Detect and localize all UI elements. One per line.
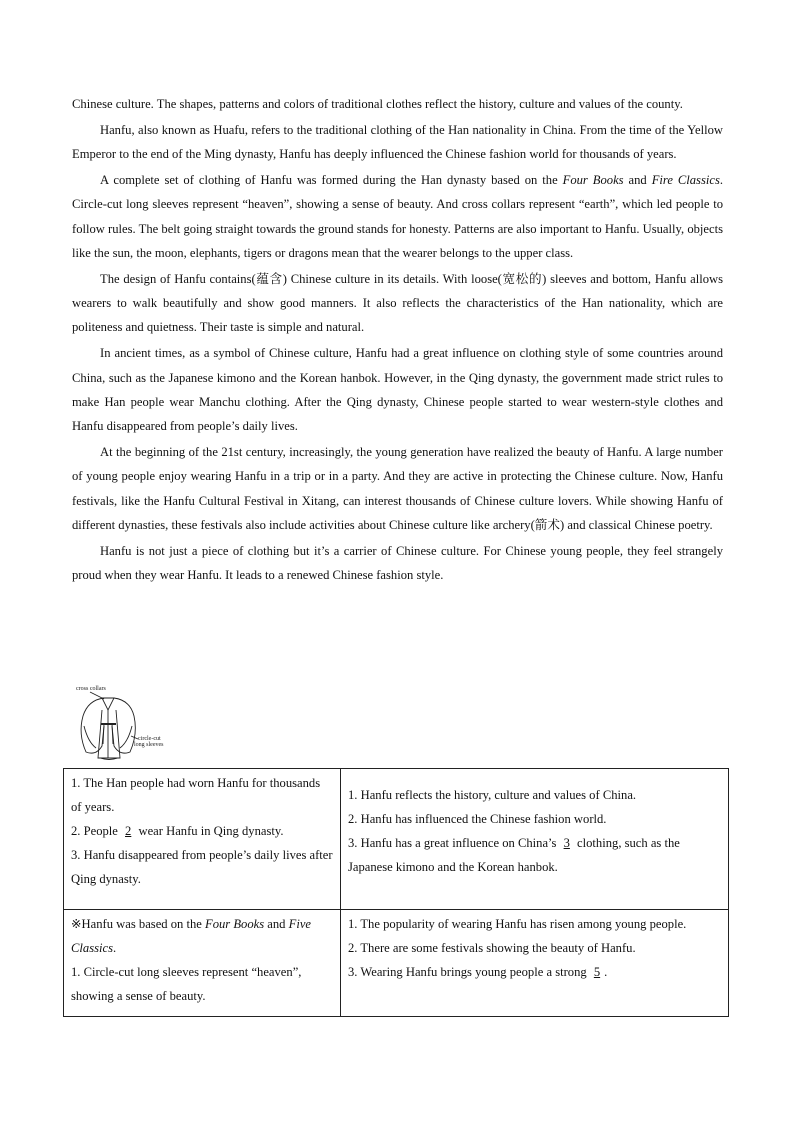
list-item: 3. Hanfu disappeared from people’s daily lives after Qing dynasty. [71, 848, 333, 886]
paragraph-intro-tail: Chinese culture. The shapes, patterns and colors of traditional clothes reflect the history, culture and values of the county. [72, 97, 683, 111]
list-item-text: clothing, such as the Japanese kimono and the Korean hanbok. [348, 836, 680, 874]
book-title-four-books: Four Books [205, 917, 265, 931]
paragraph-1: Hanfu, also known as Huafu, refers to the traditional clothing of the Han nationality in China. From the time of the Yellow Emperor to the end of the Ming dynasty, Hanfu has deeply influenced the Chinese fashion world for thousands of years. [72, 122, 723, 162]
list-item-text: . [113, 941, 117, 955]
list-item [71, 912, 333, 960]
list-item: 2. Hanfu has influenced the Chinese fashion world. [348, 812, 607, 826]
paragraph-2-text-b: and [623, 173, 652, 188]
list-item: 2. There are some festivals showing the beauty of Hanfu. [348, 941, 636, 955]
table-cell-r2c1 [64, 910, 341, 1017]
paragraph-4: In ancient times, as a symbol of Chinese culture, Hanfu had a great influence on clothing style of some countries around China, such as the Japanese kimono and the Korean hanbok. However, in the Qing dynasty, the government made strict rules to make Han people wear Manchu clothing. After the Qing dynasty, Chinese people started to wear western-style clothes and Hanfu disappeared from people’s daily lives. [72, 346, 723, 434]
list-item-text: and [264, 917, 289, 931]
list-item-text: ※Hanfu was based on the [71, 917, 206, 931]
list-item [348, 831, 721, 879]
paragraph-5: At the beginning of the 21st century, increasingly, the young generation have realized the beauty of Hanfu. A large number of young people enjoy wearing Hanfu in a trip or in a party. And they are active in protecting the Chinese culture. Now, Hanfu festivals, like the Hanfu Cultural Festival in Xitang, can interest thousands of Chinese culture lovers. While showing Hanfu of different dynasties, these festivals also include activities about Chinese culture like archery(箭术) and classical Chinese poetry. [72, 445, 723, 533]
label-circle-cut: circle-cut [138, 736, 161, 742]
paragraph-2-text-c: . Circle-cut long sleeves represent “heaven”, showing a sense of beauty. And cross collars represent “earth”, which led people to follow rules. The belt going straight towards the ground stands for honesty. Patterns are also important to Hanfu. Usually, objects like the sun, the moon, elephants, tigers or dragons mean that the wearer belongs to the upper class. [72, 173, 724, 260]
book-title-fire-classics: Fire Classics [651, 173, 720, 188]
paragraph-2 [72, 168, 723, 265]
list-item-text: . [604, 965, 608, 979]
list-item-text: 2. People [71, 824, 122, 838]
table-cell-r2c2 [341, 910, 729, 1017]
answer-blank-2: 2 [125, 824, 132, 838]
reading-passage [72, 92, 723, 589]
hanfu-illustration [74, 686, 174, 762]
table-row [64, 769, 729, 910]
label-long-sleeves: long sleeves [134, 742, 164, 748]
book-title-five-classics: Five Classics [71, 917, 311, 955]
label-cross-collars: cross collars [76, 686, 106, 692]
list-item [348, 960, 721, 984]
paragraph-2-text-a: A complete set of clothing of Hanfu was formed during the Han dynasty based on the [100, 173, 563, 188]
list-item [71, 819, 333, 843]
list-item: 1. The Han people had worn Hanfu for thousands of years. [71, 776, 321, 814]
answer-blank-5: 5 [593, 965, 601, 979]
list-item: 1. Hanfu reflects the history, culture and values of China. [348, 788, 637, 802]
list-item: 1. The popularity of wearing Hanfu has risen among young people. [348, 917, 687, 931]
answer-blank-3: 3 [563, 836, 570, 850]
list-item: 1. Circle-cut long sleeves represent “heaven”, showing a sense of beauty. [71, 965, 302, 1003]
book-title-four-books: Four Books [562, 173, 624, 188]
table-cell-r1c1 [64, 769, 341, 910]
summary-table [63, 768, 729, 1017]
table-cell-r1c2 [341, 769, 729, 910]
table-row [64, 910, 729, 1017]
list-item-text: wear Hanfu in Qing dynasty. [135, 824, 284, 838]
list-item-text: 3. Wearing Hanfu brings young people a strong [348, 965, 590, 979]
paragraph-3: The design of Hanfu contains(蕴含) Chinese culture in its details. With loose(宽松的) sleeves and bottom, Hanfu allows wearers to walk beautifully and show good manners. It also reflects the characteristics of the Han nationality, which are politeness and quietness. Their taste is simple and natural. [72, 271, 723, 335]
list-item-text: 3. Hanfu has a great influence on China’s [348, 836, 560, 850]
hanfu-robe-drawing [74, 686, 174, 762]
paragraph-6: Hanfu is not just a piece of clothing but it’s a carrier of Chinese culture. For Chinese young people, they feel strangely proud when they wear Hanfu. It leads to a renewed Chinese fashion style. [72, 543, 723, 583]
